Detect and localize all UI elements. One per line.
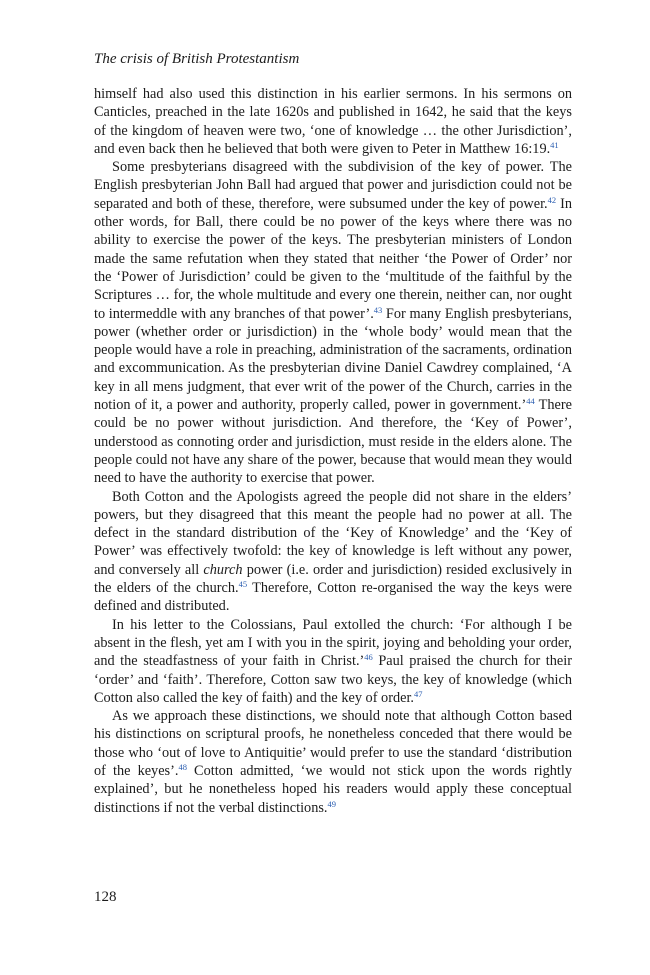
footnote-marker: 47 [414, 688, 423, 699]
paragraph-text: As we approach these distinctions, we should note that although Cotton based his distinctions on scriptural proofs, he nonetheless conceded that there would be those who ‘out of love to Antiquitie’ would prefer to use the standard ‘distribution of the keyes’. [94, 708, 572, 779]
paragraph-text: There could be no power without jurisdiction. And therefore, the ‘Key of Power’, understood as connoting order and jurisdiction, must reside in the elders alone. The people could not have any share of the power, because that would mean they would need to have the authority to exercise that power. [94, 397, 572, 487]
paragraph-text: In his letter to the Colossians, Paul extolled the church: ‘For although I be absent in the flesh, yet am I with you in the spirit, joying and beholding your order, and the steadfastness of your faith in Christ.’ [94, 616, 572, 670]
paragraph-text: Paul praised the church for their ‘order’ and ‘faith’. Therefore, Cotton saw two keys, the key of knowledge (which Cotton also called the key of faith) and the key of order. [94, 653, 572, 706]
paragraph-text: Therefore, Cotton re-organised the way the keys were defined and distributed. [94, 580, 572, 615]
page-body [94, 50, 572, 817]
paragraph-text: Some presbyterians disagreed with the subdivision of the key of power. The English presbyterian John Ball had argued that power and jurisdiction could not be separated and both of these, therefore, were subsumed under the key of power. [94, 159, 572, 212]
footnote-marker: 45 [238, 579, 248, 590]
footnote-marker: 48 [178, 761, 187, 772]
paragraph-text: In other words, for Ball, there could be no power of the keys where there was no ability to exercise the power of the keys. The presbyterian ministers of London made the same refutation when they stated that neither ‘the Power of Order’ nor the ‘Power of Jurisdiction’ could be given to the ‘multitude of the faithful by the Scriptures … for, the whole multitude and every one therein, neither can, nor ought to intermeddle with any branches of that power’. [94, 195, 573, 322]
paragraph-text: himself had also used this distinction in his earlier sermons. In his sermons on Canticles, preached in the late 1620s and published in 1642, he said that the keys of the kingdom of heaven were two, ‘one of knowledge … the other Jurisdiction’, and even back then he believed that both were given to Peter in Matthew 16:19. [94, 86, 572, 157]
paragraph [94, 616, 572, 707]
footnote-marker: 42 [547, 194, 557, 205]
footnote-marker: 44 [526, 396, 535, 407]
footnote-marker: 41 [550, 139, 559, 150]
paragraph-text: For many English presbyterians, power (whether order or jurisdiction) in the ‘whole body’ would mean that the people would have a role in preaching, administration of the sacraments, ordination and excommunication. As the presbyterian divine Daniel Cawdrey complained, ‘A key in all mens judgment, that ever writ of the power of the Church, carries in the notion of it, a power and authority, properly called, power in government.’ [94, 305, 572, 414]
paragraph-text: Cotton admitted, ‘we would not stick upon the words rightly explained’, but he nonetheless hoped his readers would apply these conceptual distinctions if not the verbal distinctions. [94, 762, 572, 816]
paragraph [94, 488, 572, 616]
paragraph-text: power (i.e. order and jurisdiction) resided exclusively in the elders of the church. [94, 561, 572, 597]
footnote-marker: 49 [327, 798, 336, 809]
paragraph [94, 85, 572, 158]
running-head: The crisis of British Protestantism [94, 51, 300, 67]
paragraph [94, 707, 572, 817]
paragraph [94, 158, 572, 487]
paragraph-text: Both Cotton and the Apologists agreed the people did not share in the elders’ powers, but they disagreed that this meant the people had no power at all. The defect in the standard distribution of the ‘Key of Knowledge’ and the ‘Key of Power’ was effectively twofold: the key of knowledge is left without any power, and conversely all [94, 488, 572, 578]
footnote-marker: 43 [373, 304, 383, 315]
footnote-marker: 46 [364, 652, 373, 663]
page-number: 128 [94, 889, 117, 905]
emphasis-text: church [203, 561, 243, 578]
body-text [94, 85, 572, 817]
